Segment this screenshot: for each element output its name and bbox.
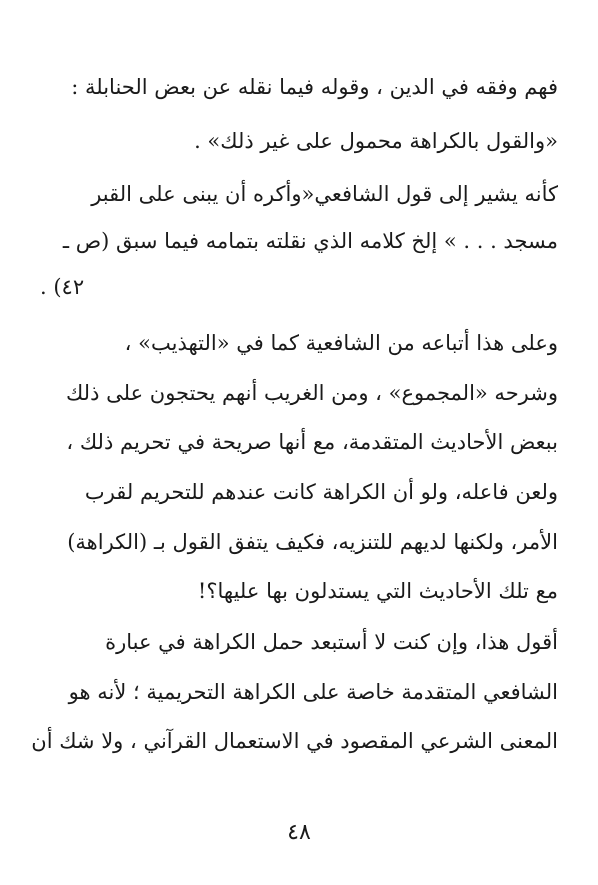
- text-line: وشرحه «المجموع» ، ومن الغريب أنهم يحتجون على ذلك: [65, 381, 558, 405]
- text-line: الشافعي المتقدمة خاصة على الكراهة التحريمية ؛ لأنه هو: [68, 680, 558, 704]
- text-line: ٤٢) .: [40, 275, 85, 299]
- text-line: الأمر، ولكنها لديهم للتنزيه، فكيف يتفق القول بـ (الكراهة): [67, 530, 558, 554]
- text-line: ببعض الأحاديث المتقدمة، مع أنها صريحة في تحريم ذلك ،: [66, 430, 558, 454]
- text-line: «والقول بالكراهة محمول على غير ذلك» .: [194, 129, 558, 153]
- text-line: وعلى هذا أتباعه من الشافعية كما في «التهذيب» ،: [124, 331, 558, 355]
- text-line: كأنه يشير إلى قول الشافعي«وأكره أن يبنى على القبر: [91, 182, 558, 206]
- text-line: مسجد . . . » إلخ كلامه الذي نقلته بتمامه فيما سبق (ص ـ: [62, 229, 558, 253]
- text-line: ولعن فاعله، ولو أن الكراهة كانت عندهم للتحريم لقرب: [84, 480, 558, 504]
- text-line: فهم وفقه في الدين ، وقوله فيما نقله عن بعض الحنابلة :: [71, 75, 558, 99]
- text-line: المعنى الشرعي المقصود في الاستعمال القرآني ، ولا شك أن: [31, 729, 558, 753]
- text-line: أقول هذا، وإن كنت لا أستبعد حمل الكراهة في عبارة: [105, 630, 558, 654]
- text-line: مع تلك الأحاديث التي يستدلون بها عليها؟!: [197, 579, 558, 603]
- page-number: ٤٨: [287, 820, 311, 845]
